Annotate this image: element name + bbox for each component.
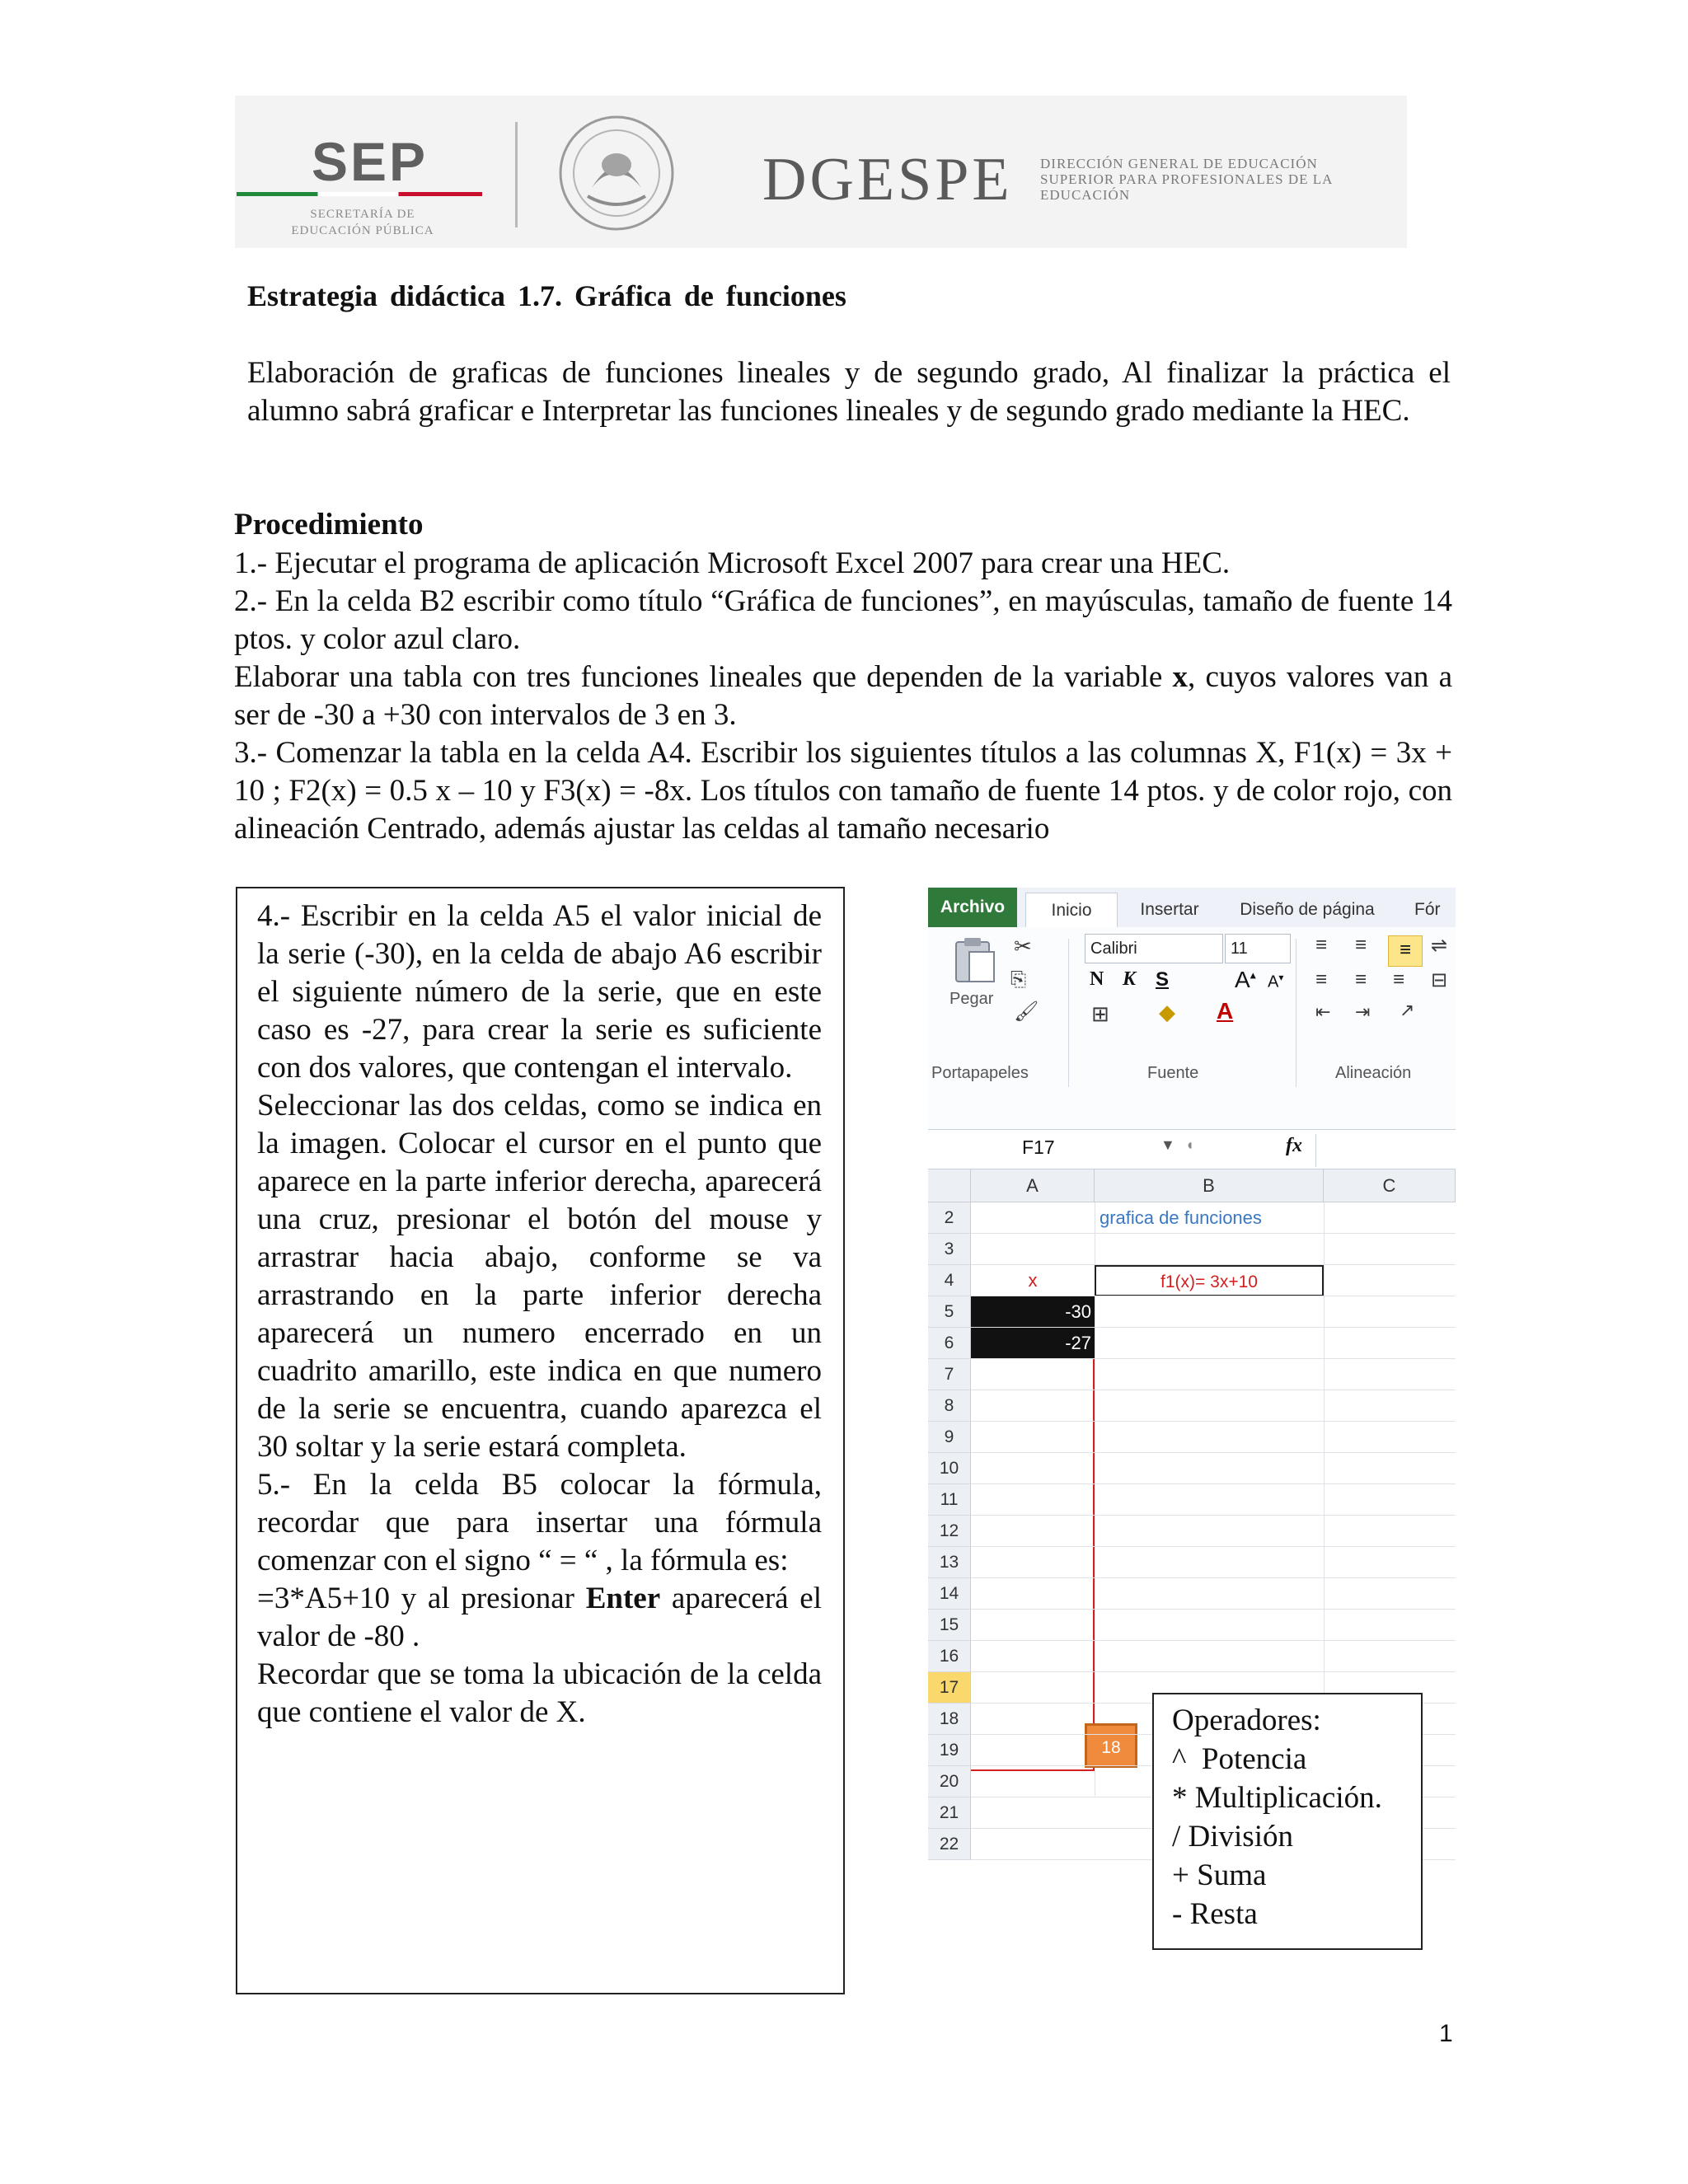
fill-series-tooltip: 18	[1085, 1723, 1137, 1768]
copy-icon[interactable]: ⎘	[1010, 968, 1027, 991]
row-header[interactable]: 17	[928, 1672, 971, 1704]
row-header[interactable]: 2	[928, 1202, 971, 1234]
tab-archivo[interactable]: Archivo	[928, 888, 1017, 927]
instructions-para-4: =3*A5+10 y al presionar Enter aparecerá el valor de -80 .	[257, 1582, 822, 1653]
step-2b: Elaborar una tabla con tres funciones lineales que dependen de la variable x, cuyos valores van a ser de -30 a +30 con intervalos de 3 en 3.	[234, 660, 1452, 732]
orientation-icon[interactable]: ↗	[1400, 1000, 1415, 1020]
row-header[interactable]: 6	[928, 1328, 971, 1359]
fill-drag-outline	[971, 1769, 1095, 1771]
column-header-c[interactable]: C	[1324, 1169, 1456, 1202]
sep-subtitle: SECRETARÍA DE EDUCACIÓN PÚBLICA	[291, 208, 434, 237]
sep-flag-line	[237, 192, 482, 196]
italic-icon[interactable]: K	[1123, 968, 1137, 990]
grid-row-line	[971, 1577, 1456, 1578]
align-middle-icon[interactable]: ≡	[1355, 934, 1367, 956]
grid-row-line	[971, 1671, 1456, 1672]
grid-row-line	[971, 1264, 1456, 1265]
instructions-para-3: 5.- En la celda B5 colocar la fórmula, recordar que para insertar una fórmula comenzar con el signo “ = “ , la fórmula es:	[257, 1468, 822, 1577]
align-top-icon[interactable]: ≡	[1315, 934, 1328, 956]
row-header[interactable]: 14	[928, 1578, 971, 1610]
cell-a5[interactable]: -30	[1065, 1301, 1091, 1322]
operators-title: Operadores:	[1172, 1704, 1321, 1737]
name-box[interactable]: F17	[1022, 1137, 1055, 1158]
grid-row-line	[971, 1609, 1456, 1610]
grid-row-line	[971, 1546, 1456, 1547]
row-header[interactable]: 5	[928, 1296, 971, 1328]
instructions-text	[257, 898, 822, 1732]
name-box-dropdown-icon[interactable]: ▼	[1160, 1137, 1175, 1153]
operator-add: + Suma	[1172, 1858, 1267, 1892]
step-2: 2.- En la celda B2 escribir como título “Gráfica de funciones”, en mayúsculas, tamaño de fuente 14 ptos. y color azul claro.	[234, 584, 1452, 656]
row-header[interactable]: 9	[928, 1422, 971, 1453]
font-name-select[interactable]: Calibri	[1085, 934, 1223, 963]
row-header[interactable]: 15	[928, 1610, 971, 1641]
column-header-b[interactable]: B	[1095, 1169, 1324, 1202]
procedure-heading: Procedimiento	[234, 508, 424, 541]
underline-icon[interactable]: S	[1156, 968, 1170, 991]
cell-b4[interactable]: f1(x)= 3x+10	[1095, 1265, 1324, 1296]
grid-row-line	[971, 1483, 1456, 1484]
page-number: 1	[1439, 2020, 1453, 2047]
instructions-para-2: Seleccionar las dos celdas, como se indica en la imagen. Colocar el cursor en el punto que aparece en la parte inferior derecha, aparecerá una cruz, presionar el botón del mouse y arrastrar hacia abajo, conforme se va arrastrando en la parte inferior derecha aparecerá un numero encerrado en un cuadrito amarillo, este indica en que numero de la serie se encuentra, cuando aparezca el 30 soltar y la serie estará completa.	[257, 1089, 822, 1464]
row-header[interactable]: 20	[928, 1766, 971, 1797]
cell-a6[interactable]: -27	[1065, 1333, 1091, 1353]
formula-bar-expand-icon: ◖	[1185, 1137, 1194, 1153]
tab-formulas[interactable]: Fór	[1414, 900, 1441, 919]
grid-row-line	[971, 1640, 1456, 1641]
row-header[interactable]: 19	[928, 1735, 971, 1766]
grid-row-line	[971, 1327, 1456, 1328]
grid-row-line	[971, 1515, 1456, 1516]
paste-label[interactable]: Pegar	[950, 990, 994, 1008]
row-header[interactable]: 22	[928, 1829, 971, 1860]
align-left-icon[interactable]: ≡	[1315, 968, 1328, 991]
row-header[interactable]: 10	[928, 1453, 971, 1484]
row-header[interactable]: 8	[928, 1390, 971, 1422]
step-3: 3.- Comenzar la tabla en la celda A4. Escribir los siguientes títulos a las columnas X, F1(x) = 3x + 10 ; F2(x) = 0.5 x – 10 y F3(x) = -8x. Los títulos con tamaño de fuente 14 ptos. y de color rojo, con alineación Centrado, además ajustar las celdas al tamaño necesario	[234, 736, 1452, 846]
tab-inicio[interactable]: Inicio	[1025, 893, 1118, 928]
intro-paragraph: Elaboración de graficas de funciones lineales y de segundo grado, Al finalizar la práctica el alumno sabrá graficar e Interpretar las funciones lineales y de segundo grado mediante la HEC.	[247, 356, 1451, 428]
group-portapapeles: Portapapeles	[931, 1064, 1029, 1082]
ribbon-separator	[1068, 939, 1069, 1087]
step-1: 1.- Ejecutar el programa de aplicación Microsoft Excel 2007 para crear una HEC.	[234, 546, 1231, 580]
borders-icon[interactable]: ⊞	[1091, 1001, 1109, 1026]
align-right-icon[interactable]: ≡	[1393, 968, 1405, 991]
row-header[interactable]: 12	[928, 1516, 971, 1547]
grid-row-line	[971, 1421, 1456, 1422]
font-size-select[interactable]: 11	[1225, 934, 1291, 963]
instructions-para-5: Recordar que se toma la ubicación de la celda que contiene el valor de X.	[257, 1657, 822, 1729]
align-center-icon[interactable]: ≡	[1355, 968, 1367, 991]
group-alineacion: Alineación	[1335, 1064, 1412, 1082]
align-bottom-icon[interactable]: ≡	[1388, 935, 1423, 967]
procedure-steps	[234, 545, 1452, 848]
tab-insertar[interactable]: Insertar	[1140, 900, 1199, 919]
group-fuente: Fuente	[1147, 1064, 1199, 1082]
increase-indent-icon[interactable]: ⇥	[1355, 1001, 1371, 1022]
grid-row-line	[971, 1233, 1456, 1234]
logo-divider	[515, 122, 518, 227]
row-header[interactable]: 16	[928, 1641, 971, 1672]
operators-list	[1172, 1701, 1382, 1933]
grow-font-icon[interactable]: A▴	[1235, 967, 1256, 992]
bold-icon[interactable]: N	[1090, 968, 1104, 990]
fill-color-icon[interactable]: ◆	[1159, 1000, 1175, 1024]
decrease-indent-icon[interactable]: ⇤	[1315, 1001, 1331, 1022]
operator-divide: / División	[1172, 1820, 1293, 1854]
row-header[interactable]: 3	[928, 1234, 971, 1265]
dgespe-logo: DGESPE	[762, 146, 1013, 213]
operator-power: ^ Potencia	[1172, 1742, 1307, 1776]
grid-row-line	[971, 1358, 1456, 1359]
page-title: Estrategia didáctica 1.7. Gráfica de funciones	[247, 279, 846, 312]
insert-function-icon[interactable]: fx	[1286, 1135, 1302, 1156]
merge-center-icon[interactable]: ⊟	[1431, 969, 1448, 991]
sep-logo: SEP	[312, 131, 429, 192]
shrink-font-icon[interactable]: A▾	[1268, 972, 1284, 991]
mexico-seal-icon	[551, 114, 682, 233]
row-header[interactable]: 7	[928, 1359, 971, 1390]
tab-diseno-pagina[interactable]: Diseño de página	[1240, 900, 1375, 919]
row-header[interactable]: 11	[928, 1484, 971, 1516]
formula-bar-divider	[1315, 1134, 1316, 1167]
grid-row-line	[971, 1452, 1456, 1453]
operator-multiply: * Multiplicación.	[1172, 1781, 1382, 1815]
operator-subtract: - Resta	[1172, 1897, 1258, 1931]
row-header[interactable]: 21	[928, 1797, 971, 1829]
column-header-a[interactable]: A	[971, 1169, 1095, 1202]
cell-a4[interactable]: x	[1028, 1270, 1038, 1291]
paste-icon[interactable]	[951, 935, 997, 985]
font-color-icon[interactable]: A	[1217, 998, 1234, 1024]
cell-b2[interactable]: grafica de funciones	[1100, 1207, 1262, 1228]
cut-icon[interactable]: ✂	[1014, 934, 1032, 958]
row-header[interactable]: 4	[928, 1265, 971, 1296]
format-painter-icon[interactable]: 🖌	[1014, 1001, 1039, 1023]
wrap-text-icon[interactable]: ⇌	[1431, 935, 1448, 957]
row-header[interactable]: 18	[928, 1704, 971, 1735]
dgespe-subtitle: DIRECCIÓN GENERAL DE EDUCACIÓN SUPERIOR PARA PROFESIONALES DE LA EDUCACIÓN	[1040, 156, 1334, 203]
instructions-para-1: 4.- Escribir en la celda A5 el valor inicial de la serie (-30), en la celda de abajo A6 escribir el siguiente número de la serie, que en este caso es -27, para crear la serie es suficiente con dos valores, que contengan el intervalo.	[257, 899, 822, 1085]
row-header[interactable]: 13	[928, 1547, 971, 1578]
select-all-corner[interactable]	[928, 1169, 971, 1202]
